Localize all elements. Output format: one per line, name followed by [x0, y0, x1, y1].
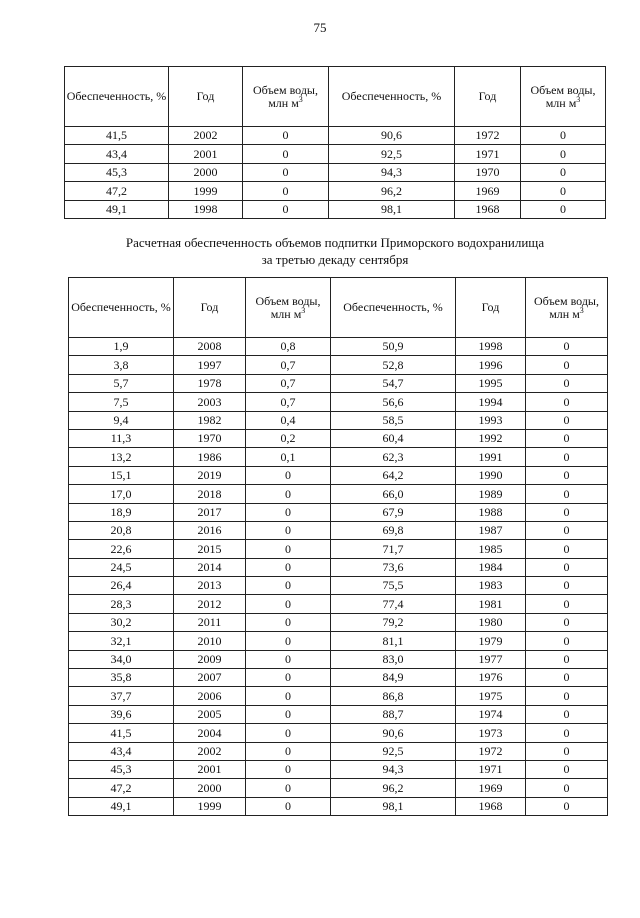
cell-volume: 0: [243, 127, 329, 145]
header-year: Год: [174, 278, 246, 338]
cell-volume: 0: [526, 650, 608, 668]
cell-year: 2011: [174, 613, 246, 631]
cell-supply: 32,1: [69, 632, 174, 650]
cell-year: 1992: [456, 429, 526, 447]
cell-supply: 9,4: [69, 411, 174, 429]
cell-supply: 67,9: [331, 503, 456, 521]
table-row: [69, 760, 608, 778]
cell-supply: 43,4: [65, 145, 169, 163]
cell-year: 1995: [456, 374, 526, 392]
cell-supply: 56,6: [331, 393, 456, 411]
header-supply: Обеспеченность, %: [65, 67, 169, 127]
cell-supply: 15,1: [69, 466, 174, 484]
cell-volume: 0: [526, 558, 608, 576]
cell-year: 1982: [174, 411, 246, 429]
cell-supply: 22,6: [69, 540, 174, 558]
cell-supply: 13,2: [69, 448, 174, 466]
header-volume: Объем воды, млн $м^3$: [526, 278, 608, 338]
cell-volume: 0: [246, 742, 331, 760]
table-row: [69, 577, 608, 595]
cell-year: 2000: [169, 163, 243, 181]
table-row: [69, 724, 608, 742]
cell-year: 1996: [456, 356, 526, 374]
cell-volume: 0: [526, 411, 608, 429]
cell-year: 2015: [174, 540, 246, 558]
cell-year: 2012: [174, 595, 246, 613]
table-row: [69, 687, 608, 705]
cell-volume: 0: [526, 466, 608, 484]
cell-supply: 81,1: [331, 632, 456, 650]
cell-year: 2009: [174, 650, 246, 668]
cell-volume: 0: [246, 485, 331, 503]
cell-volume: 0,1: [246, 448, 331, 466]
cell-supply: 98,1: [331, 797, 456, 815]
cell-year: 1980: [456, 613, 526, 631]
cell-year: 1981: [456, 595, 526, 613]
cell-volume: 0: [526, 540, 608, 558]
cell-year: 2006: [174, 687, 246, 705]
cell-supply: 41,5: [69, 724, 174, 742]
cell-year: 1990: [456, 466, 526, 484]
cell-volume: 0: [526, 485, 608, 503]
cell-supply: 43,4: [69, 742, 174, 760]
cell-supply: 71,7: [331, 540, 456, 558]
cell-year: 1988: [456, 503, 526, 521]
table-row: [69, 448, 608, 466]
cell-volume: 0: [526, 429, 608, 447]
cell-supply: 11,3: [69, 429, 174, 447]
header-supply: Обеспеченность, %: [331, 278, 456, 338]
header-volume: Объем воды, млн $м^3$: [243, 67, 329, 127]
cell-year: 1971: [455, 145, 521, 163]
cell-volume: 0: [526, 742, 608, 760]
table-row: [69, 742, 608, 760]
table-header-row: [69, 278, 608, 338]
cell-year: 1970: [455, 163, 521, 181]
cell-year: 1991: [456, 448, 526, 466]
cell-year: 1974: [456, 705, 526, 723]
cell-supply: 49,1: [69, 797, 174, 815]
cell-supply: 94,3: [331, 760, 456, 778]
cell-supply: 47,2: [69, 779, 174, 797]
header-year: Год: [456, 278, 526, 338]
cell-volume: 0,7: [246, 374, 331, 392]
header-year: Год: [455, 67, 521, 127]
cell-volume: 0: [526, 356, 608, 374]
cell-volume: 0: [526, 374, 608, 392]
cell-year: 2005: [174, 705, 246, 723]
cell-year: 1973: [456, 724, 526, 742]
cell-supply: 66,0: [331, 485, 456, 503]
cell-year: 1989: [456, 485, 526, 503]
header-volume: Объем воды, млн $м^3$: [521, 67, 606, 127]
table-row: [69, 429, 608, 447]
table-row: [69, 650, 608, 668]
cell-volume: 0: [243, 145, 329, 163]
table-row: [69, 705, 608, 723]
cell-volume: 0: [246, 632, 331, 650]
cell-volume: 0: [521, 182, 606, 200]
cell-supply: 1,9: [69, 338, 174, 356]
cell-supply: 3,8: [69, 356, 174, 374]
cell-volume: 0: [526, 760, 608, 778]
cell-supply: 18,9: [69, 503, 174, 521]
cell-supply: 58,5: [331, 411, 456, 429]
cell-volume: 0: [246, 779, 331, 797]
cell-year: 1971: [456, 760, 526, 778]
cell-year: 1969: [455, 182, 521, 200]
cell-year: 1997: [174, 356, 246, 374]
cell-supply: 24,5: [69, 558, 174, 576]
table-row: [69, 797, 608, 815]
cell-year: 2013: [174, 577, 246, 595]
table-row: [69, 393, 608, 411]
cell-supply: 17,0: [69, 485, 174, 503]
cell-volume: 0: [521, 163, 606, 181]
cell-volume: 0: [526, 577, 608, 595]
cell-supply: 35,8: [69, 669, 174, 687]
table-row: [69, 595, 608, 613]
cell-supply: 96,2: [329, 182, 455, 200]
cell-volume: 0: [246, 558, 331, 576]
cell-volume: 0: [526, 521, 608, 539]
cell-year: 2002: [174, 742, 246, 760]
cell-volume: 0: [521, 200, 606, 218]
supply-table-september: [68, 277, 608, 816]
cell-volume: 0: [526, 613, 608, 631]
table-row: [69, 540, 608, 558]
cell-volume: 0: [246, 650, 331, 668]
cell-supply: 90,6: [329, 127, 455, 145]
cell-supply: 84,9: [331, 669, 456, 687]
cell-volume: 0: [526, 595, 608, 613]
cell-supply: 30,2: [69, 613, 174, 631]
cell-year: 2018: [174, 485, 246, 503]
cell-volume: 0: [246, 705, 331, 723]
cell-year: 1970: [174, 429, 246, 447]
table-row: [69, 779, 608, 797]
cell-supply: 94,3: [329, 163, 455, 181]
cell-supply: 83,0: [331, 650, 456, 668]
cell-year: 1977: [456, 650, 526, 668]
header-supply: Обеспеченность, %: [329, 67, 455, 127]
cell-supply: 45,3: [65, 163, 169, 181]
cell-year: 2010: [174, 632, 246, 650]
table-header-row: [65, 67, 606, 127]
cell-year: 2008: [174, 338, 246, 356]
cell-year: 2002: [169, 127, 243, 145]
cell-year: 2016: [174, 521, 246, 539]
table-row: [69, 466, 608, 484]
cell-volume: 0,4: [246, 411, 331, 429]
table-row: [65, 127, 606, 145]
cell-volume: 0: [526, 393, 608, 411]
cell-volume: 0: [246, 760, 331, 778]
table-row: [65, 163, 606, 181]
cell-volume: 0: [526, 632, 608, 650]
cell-volume: 0: [526, 687, 608, 705]
cell-supply: 5,7: [69, 374, 174, 392]
cell-volume: 0: [246, 540, 331, 558]
table-row: [65, 145, 606, 163]
cell-volume: 0: [526, 338, 608, 356]
cell-year: 1998: [456, 338, 526, 356]
cell-supply: 52,8: [331, 356, 456, 374]
cell-volume: 0: [246, 687, 331, 705]
table-row: [69, 669, 608, 687]
cell-volume: 0: [243, 200, 329, 218]
cell-year: 1968: [455, 200, 521, 218]
cell-year: 1999: [174, 797, 246, 815]
cell-supply: 34,0: [69, 650, 174, 668]
cell-volume: 0: [521, 127, 606, 145]
cell-volume: 0: [521, 145, 606, 163]
table-row: [69, 356, 608, 374]
caption-line: Расчетная обеспеченность объемов подпитки Приморского водохранилища: [125, 235, 545, 250]
cell-supply: 47,2: [65, 182, 169, 200]
cell-supply: 96,2: [331, 779, 456, 797]
cell-year: 1998: [169, 200, 243, 218]
cell-year: 1983: [456, 577, 526, 595]
table-row: [69, 503, 608, 521]
cell-volume: 0: [526, 797, 608, 815]
cell-supply: 62,3: [331, 448, 456, 466]
cell-year: 2007: [174, 669, 246, 687]
cell-volume: 0: [246, 797, 331, 815]
table-row: [69, 613, 608, 631]
cell-supply: 49,1: [65, 200, 169, 218]
cell-volume: 0: [246, 724, 331, 742]
cell-year: 1994: [456, 393, 526, 411]
table-row: [69, 558, 608, 576]
cell-supply: 88,7: [331, 705, 456, 723]
cell-supply: 77,4: [331, 595, 456, 613]
cell-volume: 0: [246, 503, 331, 521]
cell-year: 1979: [456, 632, 526, 650]
cell-volume: 0: [246, 521, 331, 539]
cell-volume: 0: [526, 503, 608, 521]
cell-supply: 86,8: [331, 687, 456, 705]
cell-supply: 7,5: [69, 393, 174, 411]
cell-supply: 98,1: [329, 200, 455, 218]
cell-volume: 0: [246, 466, 331, 484]
cell-supply: 26,4: [69, 577, 174, 595]
header-volume: Объем воды, млн $м^3$: [246, 278, 331, 338]
cell-volume: 0: [246, 613, 331, 631]
cell-year: 1993: [456, 411, 526, 429]
cell-supply: 45,3: [69, 760, 174, 778]
cell-year: 1986: [174, 448, 246, 466]
cell-volume: 0,8: [246, 338, 331, 356]
cell-supply: 79,2: [331, 613, 456, 631]
cell-supply: 92,5: [329, 145, 455, 163]
cell-volume: 0: [243, 163, 329, 181]
header-supply: Обеспеченность, %: [69, 278, 174, 338]
cell-volume: 0,7: [246, 393, 331, 411]
cell-supply: 37,7: [69, 687, 174, 705]
table-row: [69, 411, 608, 429]
cell-supply: 39,6: [69, 705, 174, 723]
cell-supply: 69,8: [331, 521, 456, 539]
cell-year: 1972: [456, 742, 526, 760]
cell-year: 1984: [456, 558, 526, 576]
cell-year: 2000: [174, 779, 246, 797]
cell-volume: 0: [246, 595, 331, 613]
cell-year: 2003: [174, 393, 246, 411]
caption-line: за третью декаду сентября: [261, 252, 409, 267]
header-year: Год: [169, 67, 243, 127]
cell-year: 1987: [456, 521, 526, 539]
cell-year: 1985: [456, 540, 526, 558]
cell-volume: 0,7: [246, 356, 331, 374]
cell-supply: 75,5: [331, 577, 456, 595]
cell-year: 1976: [456, 669, 526, 687]
page-number: 75: [313, 20, 327, 35]
cell-supply: 54,7: [331, 374, 456, 392]
table-row: [69, 374, 608, 392]
table-row: [69, 521, 608, 539]
cell-supply: 50,9: [331, 338, 456, 356]
cell-year: 2017: [174, 503, 246, 521]
cell-supply: 92,5: [331, 742, 456, 760]
cell-volume: 0: [526, 669, 608, 687]
cell-supply: 28,3: [69, 595, 174, 613]
cell-volume: 0: [246, 669, 331, 687]
cell-volume: 0: [526, 779, 608, 797]
cell-supply: 20,8: [69, 521, 174, 539]
cell-year: 1999: [169, 182, 243, 200]
cell-supply: 41,5: [65, 127, 169, 145]
cell-year: 1969: [456, 779, 526, 797]
cell-volume: 0: [526, 448, 608, 466]
table-row: [69, 338, 608, 356]
table-row: [69, 632, 608, 650]
cell-year: 2004: [174, 724, 246, 742]
cell-year: 1978: [174, 374, 246, 392]
cell-volume: 0: [246, 577, 331, 595]
cell-year: 1972: [455, 127, 521, 145]
cell-year: 2001: [174, 760, 246, 778]
cell-year: 2019: [174, 466, 246, 484]
table-caption: [0, 234, 640, 268]
cell-year: 2014: [174, 558, 246, 576]
cell-volume: 0: [526, 724, 608, 742]
cell-volume: 0: [243, 182, 329, 200]
supply-table-top: [64, 66, 606, 219]
cell-year: 1975: [456, 687, 526, 705]
cell-supply: 64,2: [331, 466, 456, 484]
cell-supply: 73,6: [331, 558, 456, 576]
table-row: [65, 200, 606, 218]
cell-year: 1968: [456, 797, 526, 815]
cell-supply: 60,4: [331, 429, 456, 447]
cell-supply: 90,6: [331, 724, 456, 742]
table-row: [69, 485, 608, 503]
cell-volume: 0: [526, 705, 608, 723]
cell-year: 2001: [169, 145, 243, 163]
table-row: [65, 182, 606, 200]
cell-volume: 0,2: [246, 429, 331, 447]
